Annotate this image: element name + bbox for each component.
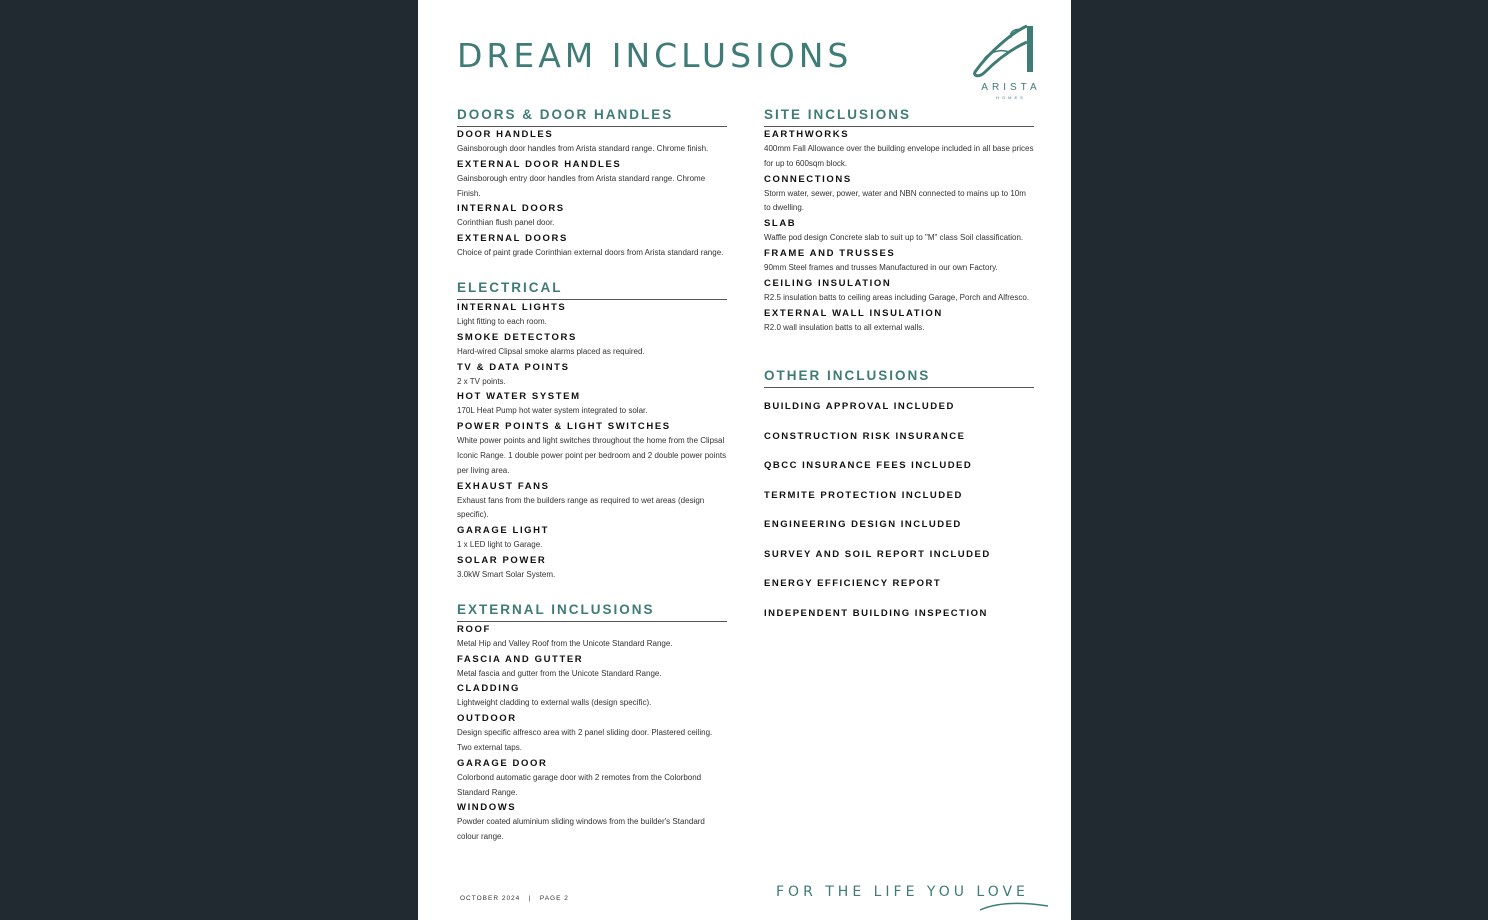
- logo-sub: HOMES: [996, 95, 1026, 100]
- item-heading: GARAGE LIGHT: [457, 525, 550, 537]
- item-description: 400mm Fall Allowance over the building envelope included in all base prices for up to 600sqm block.: [764, 144, 1034, 168]
- item-heading: DOOR HANDLES: [457, 129, 554, 140]
- item-heading: TV & DATA POINTS: [457, 361, 570, 373]
- item-description: Light fitting to each room.: [457, 316, 547, 326]
- inclusion-section: [457, 279, 727, 583]
- item-heading: EXTERNAL DOOR HANDLES: [457, 158, 622, 170]
- right-column: [764, 106, 1034, 654]
- item-heading: CLADDING: [457, 683, 520, 695]
- arista-logo: [969, 22, 1059, 104]
- item-description: R2.5 insulation batts to ceiling areas including Garage, Porch and Alfresco.: [764, 292, 1030, 302]
- item-heading: ROOF: [457, 623, 491, 635]
- item-description: Metal fascia and gutter from the Unicote Standard Range.: [457, 668, 662, 678]
- item-heading: WINDOWS: [457, 802, 517, 814]
- footer-date: OCTOBER 2024: [460, 895, 521, 902]
- item-description: Lightweight cladding to external walls (design specific).: [457, 698, 652, 708]
- section-heading: OTHER INCLUSIONS: [764, 367, 1034, 388]
- item-heading: HOT WATER SYSTEM: [457, 391, 581, 403]
- site-inclusions-section: [764, 106, 1034, 335]
- other-inclusion-item: SURVEY AND SOIL REPORT INCLUDED: [764, 548, 991, 560]
- swoosh-icon: [978, 900, 1050, 912]
- logo-brand: ARISTA: [981, 82, 1041, 93]
- section-heading: ELECTRICAL: [457, 279, 727, 300]
- item-heading: EARTHWORKS: [764, 129, 850, 140]
- inclusion-section: [457, 106, 727, 261]
- other-inclusion-item: TERMITE PROTECTION INCLUDED: [764, 489, 963, 501]
- item-description: 1 x LED light to Garage.: [457, 540, 543, 550]
- item-description: Choice of paint grade Corinthian external doors from Arista standard range.: [457, 248, 724, 258]
- item-description: Hard-wired Clipsal smoke alarms placed as required.: [457, 346, 645, 356]
- item-description: Metal Hip and Valley Roof from the Unicote Standard Range.: [457, 638, 673, 648]
- item-heading: SOLAR POWER: [457, 554, 547, 566]
- footer-separator: |: [528, 895, 532, 902]
- item-description: Design specific alfresco area with 2 panel sliding door. Plastered ceiling. Two external taps.: [457, 728, 713, 752]
- item-heading: EXTERNAL WALL INSULATION: [764, 307, 943, 319]
- item-description: Powder coated aluminium sliding windows from the builder's Standard colour range.: [457, 817, 705, 842]
- footer-page-number: PAGE 2: [539, 895, 569, 902]
- item-description: 90mm Steel frames and trusses Manufactured in our own Factory.: [764, 262, 998, 272]
- item-heading: EXTERNAL DOORS: [457, 233, 568, 245]
- item-heading: SLAB: [764, 218, 797, 230]
- item-heading: INTERNAL DOORS: [457, 203, 565, 215]
- item-description: 3.0kW Smart Solar System.: [457, 569, 556, 579]
- item-description: Colorbond automatic garage door with 2 remotes from the Colorbond Standard Range.: [457, 772, 702, 797]
- arista-monogram-icon: [969, 22, 1053, 82]
- item-description: Exhaust fans from the builders range as required to wet areas (design specific).: [457, 495, 705, 520]
- item-heading: OUTDOOR: [457, 713, 517, 725]
- item-description: Gainsborough door handles from Arista standard range. Chrome finish.: [457, 144, 709, 153]
- item-description: Corinthian flush panel door.: [457, 218, 555, 228]
- page-footer: [460, 895, 569, 902]
- item-description: White power points and light switches throughout the home from the Clipsal Iconic Range. 1 double power point per bedroom and 2 double power points per living area.: [457, 436, 727, 475]
- section-heading: EXTERNAL INCLUSIONS: [457, 601, 727, 622]
- item-description: R2.0 wall insulation batts to all external walls.: [764, 322, 925, 332]
- page-title: DREAM INCLUSIONS: [457, 36, 853, 75]
- item-heading: EXHAUST FANS: [457, 480, 550, 492]
- item-description: 2 x TV points.: [457, 376, 506, 386]
- other-inclusion-item: INDEPENDENT BUILDING INSPECTION: [764, 607, 988, 619]
- item-heading: POWER POINTS & LIGHT SWITCHES: [457, 421, 671, 433]
- item-description: Storm water, sewer, power, water and NBN connected to mains up to 10m to dwelling.: [764, 188, 1026, 213]
- item-heading: SMOKE DETECTORS: [457, 331, 577, 343]
- tagline: FOR THE LIFE YOU LOVE: [776, 884, 1029, 900]
- item-description: Waffle pod design Concrete slab to suit up to "M" class Soil classification.: [764, 233, 1024, 243]
- item-heading: CEILING INSULATION: [764, 277, 892, 289]
- section-heading: SITE INCLUSIONS: [764, 106, 1034, 127]
- item-heading: GARAGE DOOR: [457, 757, 548, 769]
- item-description: Gainsborough entry door handles from Arista standard range. Chrome Finish.: [457, 173, 706, 198]
- other-inclusion-item: ENERGY EFFICIENCY REPORT: [764, 578, 942, 590]
- left-column: [457, 106, 727, 863]
- other-inclusion-item: QBCC INSURANCE FEES INCLUDED: [764, 460, 973, 472]
- item-heading: FASCIA AND GUTTER: [457, 653, 584, 665]
- other-inclusions-section: [764, 367, 1034, 636]
- document-page: [418, 0, 1071, 920]
- item-heading: CONNECTIONS: [764, 173, 852, 185]
- other-inclusion-item: BUILDING APPROVAL INCLUDED: [764, 401, 955, 413]
- section-heading: DOORS & DOOR HANDLES: [457, 106, 727, 127]
- other-inclusion-item: ENGINEERING DESIGN INCLUDED: [764, 519, 962, 531]
- other-inclusion-item: CONSTRUCTION RISK INSURANCE: [764, 430, 966, 442]
- item-description: 170L Heat Pump hot water system integrated to solar.: [457, 406, 648, 416]
- item-heading: FRAME AND TRUSSES: [764, 247, 896, 259]
- item-heading: INTERNAL LIGHTS: [457, 301, 567, 313]
- inclusion-section: [457, 601, 727, 845]
